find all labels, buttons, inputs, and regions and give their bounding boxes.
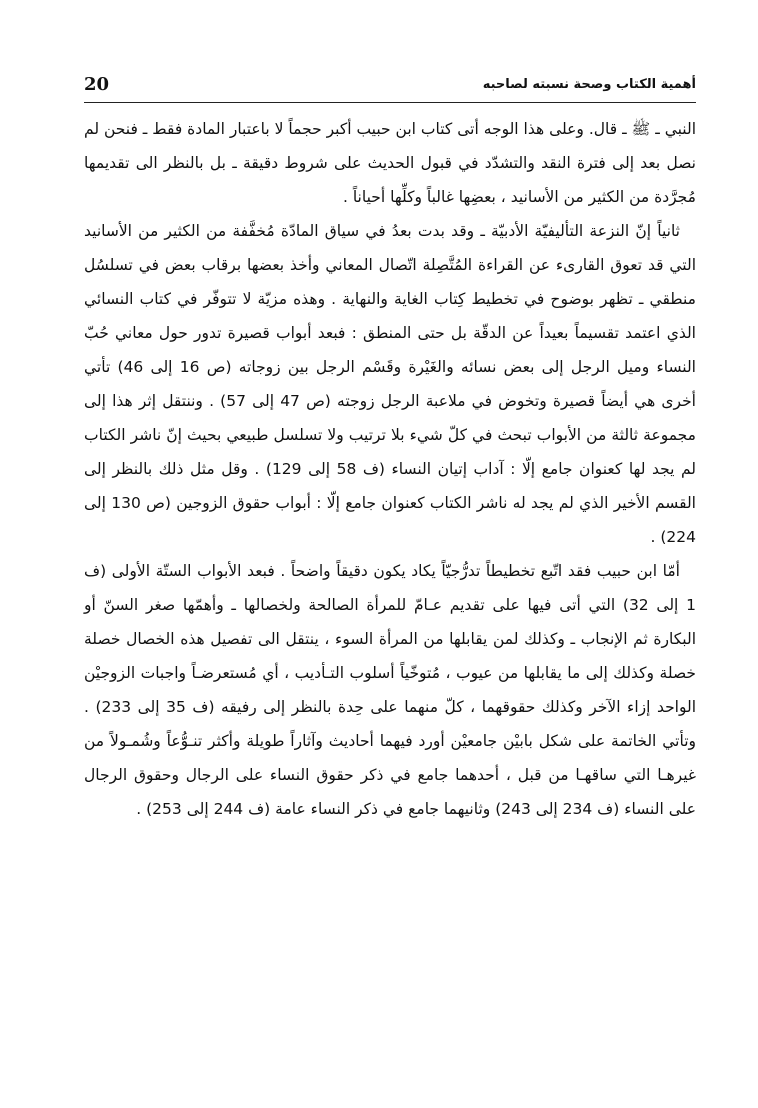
body-text xyxy=(84,112,696,826)
page-number: 20 xyxy=(84,74,110,95)
running-title: أهمية الكتاب وصحة نسبته لصاحبه xyxy=(482,77,696,92)
page-header xyxy=(84,68,696,103)
paragraph-3: أمّا ابن حبيب فقد اتّبع تخطيطاً تدرُّجيّاً يكاد يكون دقيقاً واضحاً . فبعد الأبواب الستّة الأولى (ف 1 إلى 32) التي أتى فيها على تقديم عـامّ للمرأة الصالحة ولخصالها ـ وأهمّها صغر السنّ أو البكارة ثم الإنجاب ـ وكذلك لمن يقابلها من المرأة السوء ، ينتقل الى تفصيل هذه الخصال خصلة خصلة وكذلك إلى ما يقابلها من عيوب ، مُتوخّياً أسلوب التـأديب ، أي مُستعرضـاً واجبات الزوجيْن الواحد إزاء الآخر وكذلك حقوقهما ، كلّ منهما على حِدة بالنظر إلى رفيقه (ف 35 إلى 233) . وتأتي الخاتمة على شكل بابيْن جامعيْن أورد فيهما أحاديث وآثاراً طويلة وأكثر تنـوُّعاً وشُمـولاً من غيرهـا التي ساقهـا من قبل ، أحدهما جامع في ذكر حقوق النساء على الرجال وحقوق الرجال على النساء (ف 234 إلى 243) وثانيهما جامع في ذكر النساء عامة (ف 244 إلى 253) . xyxy=(84,562,697,818)
paragraph-2: ثانياً إنّ النزعة التأليفيّة الأدبيّة ـ وقد بدت بعدُ في سياق المادّة مُخفَّفة من الكثير من الأسانيد التي قد تعوق القارىء عن القراءة المُتَّصِلة اتّصال المعاني وأخذ بعضها برقاب بعض في تسلسُل منطقي ـ تظهر بوضوح في تخطيط كِتاب الغاية والنهاية . وهذه مزيّة لا تتوفّر في كتاب النسائي الذي اعتمد تقسيماً بعيداً عن الدقّة بل حتى المنطق : فبعد أبواب قصيرة تدور حول معاني حُبّ النساء وميل الرجل إلى بعض نسائه والغَيْرة وقَسْم الرجل بين زوجاته (ص 16 إلى 46) تأتي أخرى هي أيضاً قصيرة وتخوض في ملاعبة الرجل زوجته (ص 47 إلى 57) . وننتقل إثر هذا إلى مجموعة ثالثة من الأبواب تبحث في كلّ شيء بلا ترتيب ولا تسلسل طبيعي بحيث إنّ ناشر الكتاب لم يجد لها كعنوان جامع إلّا : آداب إتيان النساء (ف 58 إلى 129) . وقل مثل ذلك بالنظر إلى القسم الأخير الذي لم يجد له ناشر الكتاب كعنوان جامع إلّا : أبواب حقوق الزوجين (ص 130 إلى 224) . xyxy=(84,222,697,546)
paragraph-1: النبي ـ ﷺ ـ قال. وعلى هذا الوجه أتى كتاب ابن حبيب أكبر حجماً لا باعتبار المادة فقط ـ فنحن لم نصل بعد إلى فترة النقد والتشدّد في قبول الحديث على شروط دقيقة ـ بل بالنظر الى تقديمها مُجرَّدة من الكثير من الأسانيد ، بعضِها غالباً وكلِّها أحياناً . xyxy=(84,120,696,206)
